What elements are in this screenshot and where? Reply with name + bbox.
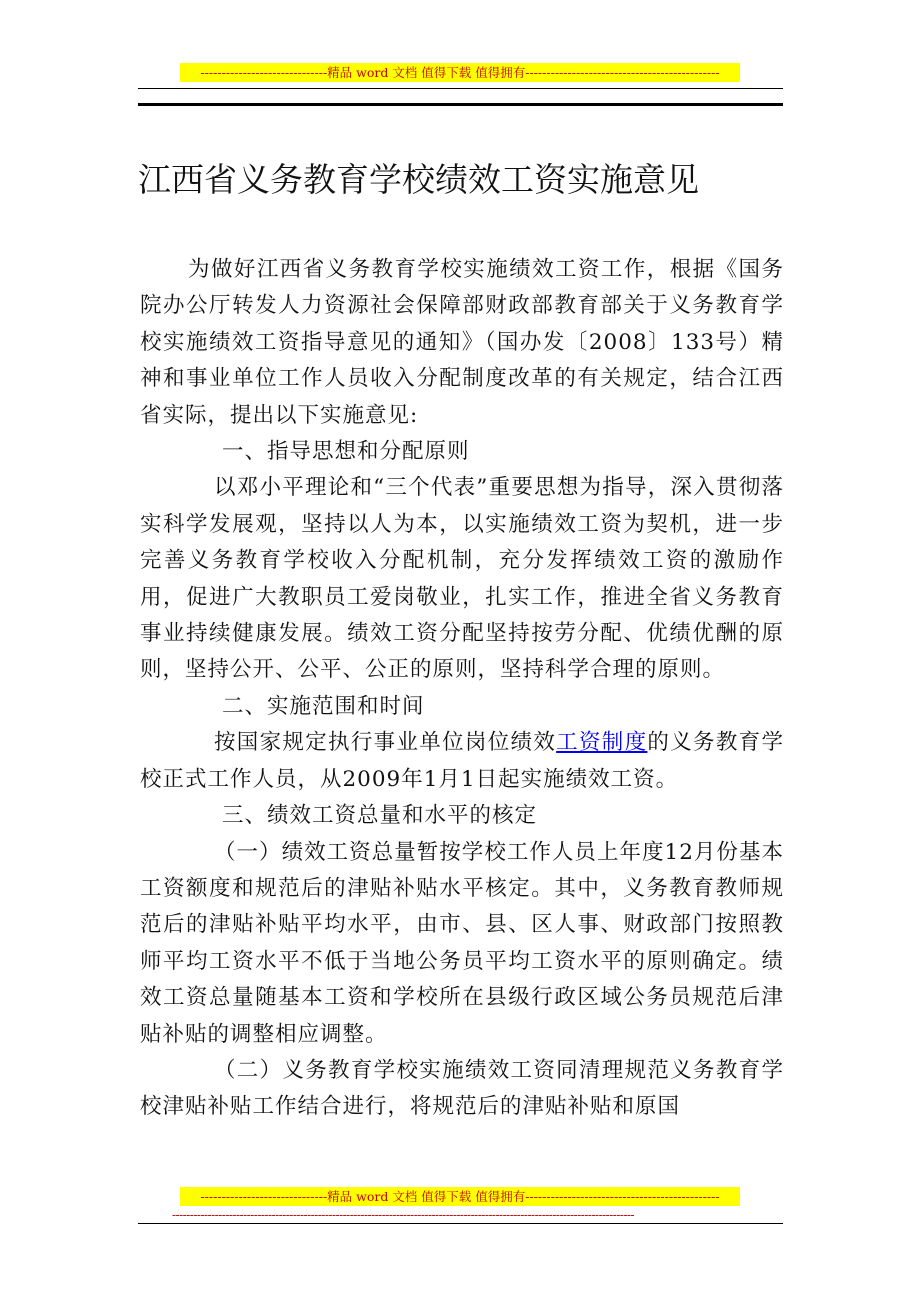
- section-2-text-start: 按国家规定执行事业单位岗位绩效: [214, 730, 557, 756]
- intro-paragraph: 为做好江西省义务教育学校实施绩效工资工作，根据《国务院办公厅转发人力资源社会保障部财政部教育部关于义务教育学校实施绩效工资指导意见的通知》（国办发〔2008〕133号）精神和事业单位工作人员收入分配制度改革的有关规定，结合江西省实际，提出以下实施意见:: [140, 257, 784, 428]
- document-title: 江西省义务教育学校绩效工资实施意见: [138, 160, 699, 199]
- section-heading-3: 三、绩效工资总量和水平的核定: [222, 803, 538, 829]
- section-heading-2: 二、实施范围和时间: [222, 693, 425, 719]
- header-rule-thin: [138, 88, 783, 89]
- footer-rule: [138, 1223, 783, 1224]
- section-heading-1: 一、指导思想和分配原则: [222, 439, 470, 465]
- header-rule-thick: [138, 103, 783, 106]
- footer-dash-line: ----------------------------------------------------------------------------------------------------------------------------------: [172, 1208, 635, 1222]
- header-banner: ------------------------------精品 word 文档 值得下载 值得拥有----------------------------------------------: [180, 63, 740, 82]
- section-1-paragraph: 以邓小平理论和“三个代表”重要思想为指导，深入贯彻落实科学发展观，坚持以人为本，以实施绩效工资为契机，进一步完善义务教育学校收入分配机制，充分发挥绩效工资的激励作用，促进广大教职员工爱岗敬业，扎实工作，推进全省义务教育事业持续健康发展。绩效工资分配坚持按劳分配、优绩优酬的原则，坚持公开、公平、公正的原则，坚持科学合理的原则。: [140, 475, 784, 683]
- salary-system-link[interactable]: 工资制度: [556, 730, 648, 756]
- section-2-paragraph: [140, 725, 784, 798]
- section-3-paragraph-1: （一）绩效工资总量暂按学校工作人员上年度12月份基本工资额度和规范后的津贴补贴水平核定。其中，义务教育教师规范后的津贴补贴平均水平，由市、县、区人事、财政部门按照教师平均工资水平不低于当地公务员平均工资水平的原则确定。绩效工资总量随基本工资和学校所在县级行政区域公务员规范后津贴补贴的调整相应调整。: [140, 839, 784, 1047]
- section-3-paragraph-2: （二）义务教育学校实施绩效工资同清理规范义务教育学校津贴补贴工作结合进行，将规范后的津贴补贴和原国: [140, 1057, 784, 1120]
- section-2-text-end: 的义务教育学校正式工作人员，从2009年1月1日起实施绩效工资。: [140, 730, 784, 792]
- footer-banner: ------------------------------精品 word 文档 值得下载 值得拥有----------------------------------------------: [180, 1187, 740, 1206]
- document-body: [140, 252, 784, 1126]
